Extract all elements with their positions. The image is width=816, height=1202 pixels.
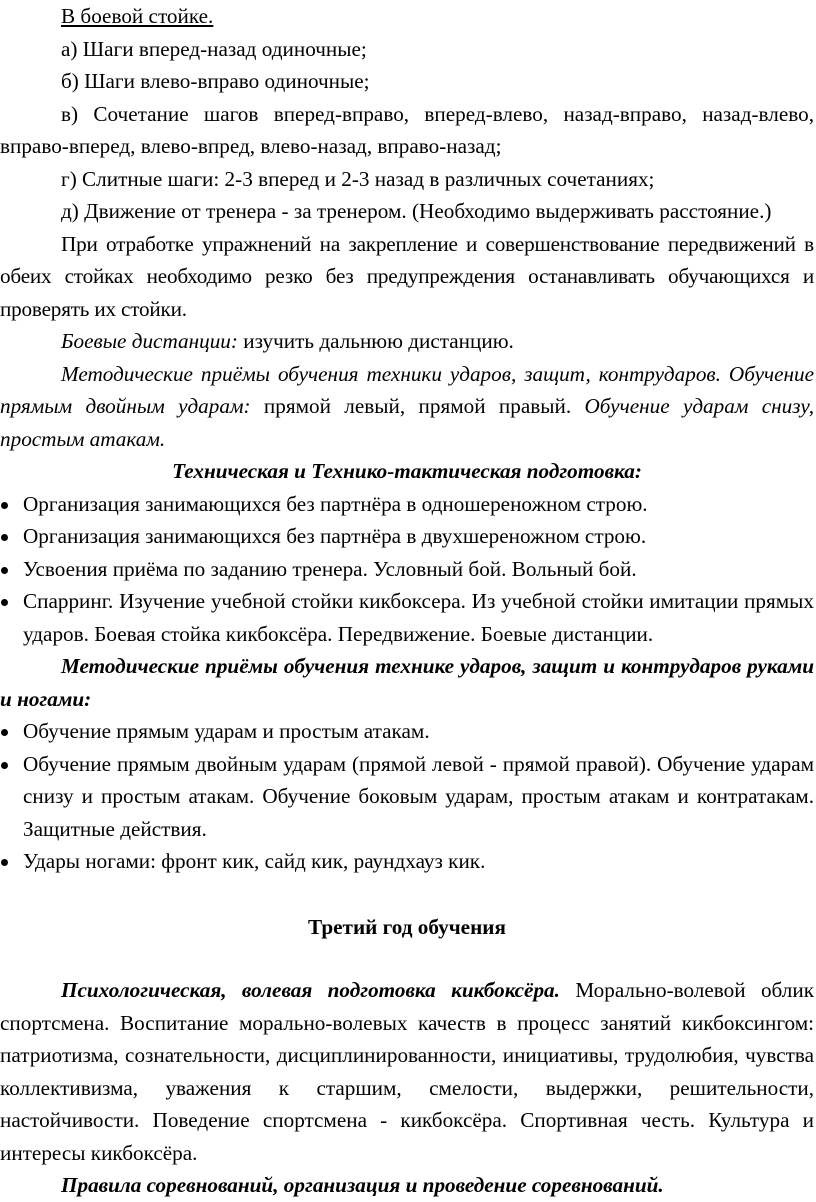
methods-list <box>0 715 814 878</box>
psych-text: Морально-волевой облик спортсмена. Воспитание морально-волевых качеств в процесс занятий кикбоксингом: патриотизма, сознательности, дисциплинированности, инициативы, трудолюбия, чувства коллективизма, уважения к старшим, смелости, выдержки, решительности, настойчивости. Поведение спортсмена - кикбоксёра. Спортивная честь. Культура и интересы кикбоксёра. <box>0 978 815 1165</box>
psych-paragraph <box>0 974 814 1169</box>
distances-text: изучить дальнюю дистанцию. <box>237 329 514 353</box>
list-item <box>0 845 814 878</box>
list-item-text: Обучение прямым ударам и простым атакам. <box>23 719 430 743</box>
list-item <box>0 520 814 553</box>
list-item <box>0 715 814 748</box>
list-item-text: Организация занимающихся без партнёра в двухшереножном строю. <box>23 524 647 548</box>
step-item-a: а) Шаги вперед-назад одиночные; <box>61 36 367 61</box>
tech-heading: Техническая и Технико-тактическая подготовка: <box>172 459 642 483</box>
step-item-g: г) Слитные шаги: 2-3 вперед и 2-3 назад в различных сочетаниях; <box>61 166 655 191</box>
methods-text: прямой левый, прямой правый. <box>250 394 585 418</box>
practice-paragraph: При отработке упражнений на закрепление и совершенствование передвижений в обеих стойках необходимо резко без предупреждения останавливать обучающихся и проверять их стойки. <box>0 231 814 321</box>
stance-heading-text: В боевой стойке. <box>61 4 214 28</box>
list-item <box>0 553 814 586</box>
methods-label-2: Обучение ударам снизу, простым атакам. <box>0 394 814 451</box>
bullet-icon <box>1 502 8 509</box>
distances-paragraph <box>0 325 814 358</box>
bullet-icon <box>1 729 8 736</box>
list-item-text: Спарринг. Изучение учебной стойки кикбоксера. Из учебной стойки имитации прямых ударов. Боевая стойка кикбоксёра. Передвижение. Боевые дистанции. <box>23 589 814 646</box>
tech-list <box>0 488 814 651</box>
bullet-icon <box>1 859 8 866</box>
list-item-text: Обучение прямым двойным ударам (прямой левой - прямой правой). Обучение ударам снизу и простым атакам. Обучение боковым ударам, простым атакам и контратакам. Защитные действия. <box>23 751 814 841</box>
step-item-b: б) Шаги влево-вправо одиночные; <box>61 69 370 93</box>
list-item-text: Удары ногами: фронт кик, сайд кик, раундхауз кик. <box>23 849 486 873</box>
stance-heading <box>0 0 814 33</box>
spacer <box>0 878 814 911</box>
bullet-icon <box>1 567 8 574</box>
distances-label: Боевые дистанции: <box>61 329 238 353</box>
list-item <box>0 748 814 846</box>
list-item <box>0 488 814 521</box>
list-item <box>0 585 814 650</box>
bullet-icon <box>1 599 8 606</box>
rules-heading: Правила соревнований, организация и проведение соревнований. <box>61 1173 664 1197</box>
methods-paragraph <box>0 358 814 456</box>
methods-label: Методические приёмы обучения техники ударов, защит, контрударов. Обучение прямым двойным ударам: <box>0 361 814 418</box>
step-item-d: д) Движение от тренера - за тренером. (Необходимо выдерживать расстояние.) <box>61 199 772 223</box>
psych-label: Психологическая, волевая подготовка кикбоксёра. <box>61 978 560 1002</box>
step-item-v: в) Сочетание шагов вперед-вправо, вперед-влево, назад-вправо, назад-влево, вправо-вперед, влево-впред, влево-назад, вправо-назад; <box>0 101 814 158</box>
bullet-icon <box>1 762 8 769</box>
list-item-text: Усвоения приёма по заданию тренера. Условный бой. Вольный бой. <box>23 556 637 581</box>
list-item-text: Организация занимающихся без партнёра в одношереножном строю. <box>23 491 648 516</box>
bullet-icon <box>1 534 8 541</box>
spacer <box>0 943 814 974</box>
year-heading: Третий год обучения <box>308 914 506 939</box>
methods-heading: Методические приёмы обучения технике ударов, защит и контрударов руками и ногами: <box>0 654 814 711</box>
